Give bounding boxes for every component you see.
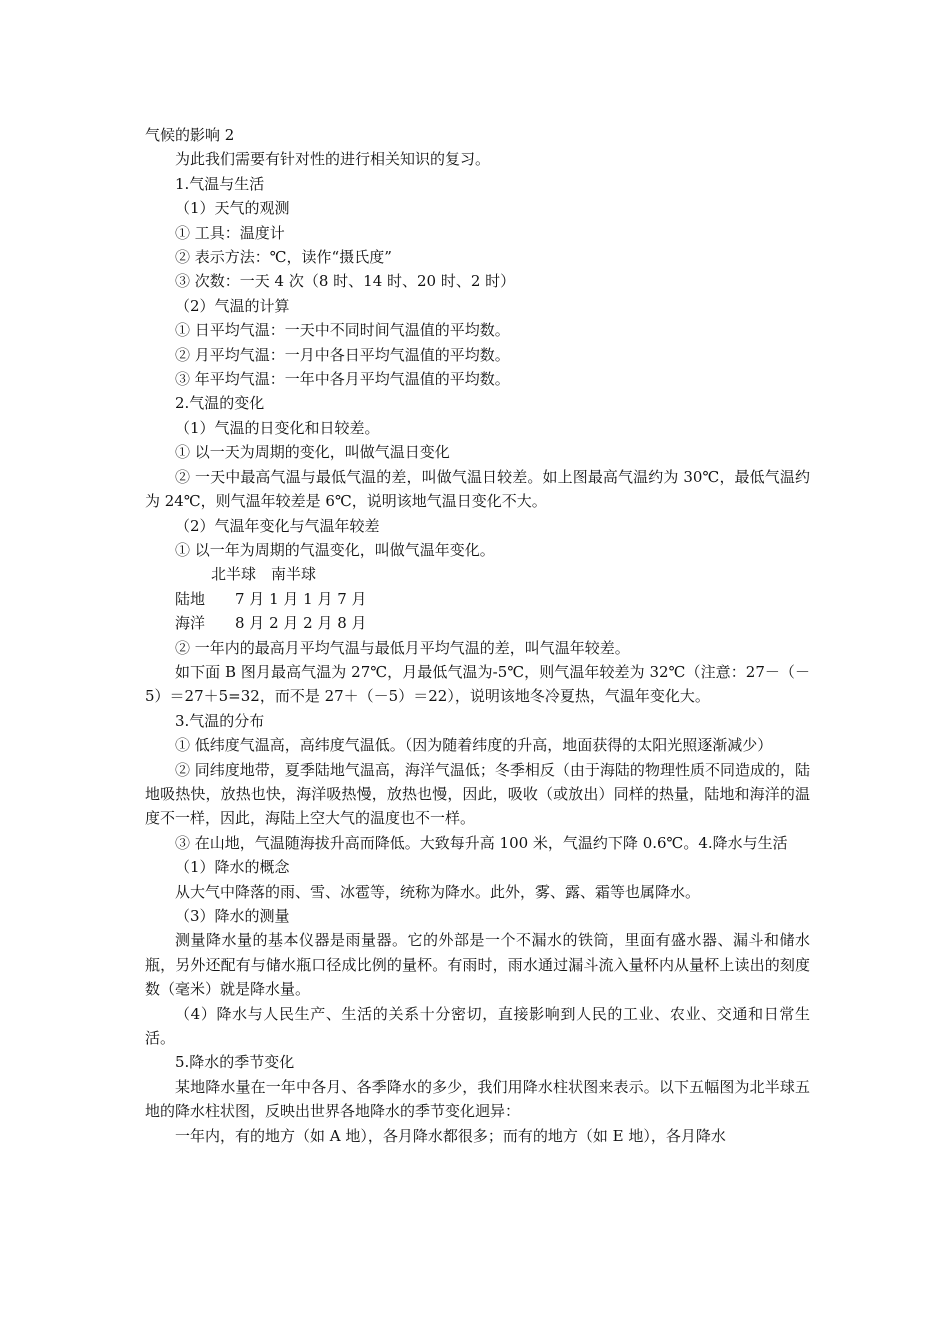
list-item: ① 低纬度气温高，高纬度气温低。（因为随着纬度的升高，地面获得的太阳光照逐渐减少） — [175, 736, 773, 755]
paragraph: 测量降水量的基本仪器是雨量器。它的外部是一个不漏水的铁筒，里面有盛水器、漏斗和储水瓶，另外还配有与储水瓶口径成比例的量杯。有雨时，雨水通过漏斗流入量杯内从量杯上读出的刻度数（毫米）就是降水量。 — [145, 931, 810, 999]
subsection-heading: （1）降水的概念 — [175, 858, 290, 877]
table-header-row: 北半球 南半球 — [211, 565, 317, 584]
list-item: ② 月平均气温：一月中各日平均气温值的平均数。 — [175, 345, 510, 364]
paragraph: 为此我们需要有针对性的进行相关知识的复习。 — [175, 150, 491, 169]
list-item: ① 以一年为周期的气温变化，叫做气温年变化。 — [175, 540, 495, 559]
list-item: ③ 年平均气温：一年中各月平均气温值的平均数。 — [175, 370, 510, 389]
list-item: ③ 次数：一天 4 次（8 时、14 时、20 时、2 时） — [175, 272, 516, 291]
list-item: ② 一天中最高气温与最低气温的差，叫做气温日较差。如上图最高气温约为 30℃，最低气温约为 24℃，则气温年较差是 6℃，说明该地气温日变化不大。 — [145, 467, 810, 511]
paragraph: 某地降水量在一年中各月、各季降水的多少，我们用降水柱状图来表示。以下五幅图为北半球五地的降水柱状图，反映出世界各地降水的季节变化迥异： — [145, 1077, 810, 1121]
paragraph: 一年内，有的地方（如 A 地），各月降水都很多；而有的地方（如 E 地），各月降水 — [175, 1126, 726, 1145]
section-heading: 3.气温的分布 — [175, 711, 265, 730]
section-heading: 5.降水的季节变化 — [175, 1053, 295, 1072]
document-title: 气候的影响 2 — [145, 126, 235, 144]
list-item: ① 以一天为周期的变化，叫做气温日变化 — [175, 443, 450, 462]
paragraph: （4）降水与人民生产、生活的关系十分密切，直接影响到人民的工业、农业、交通和日常生活。 — [145, 1004, 810, 1048]
subsection-heading: （2）气温的计算 — [175, 296, 290, 315]
subsection-heading: （1）天气的观测 — [175, 199, 290, 218]
list-item: ② 表示方法：℃，读作“摄氏度” — [175, 248, 392, 267]
list-item: ② 一年内的最高月平均气温与最低月平均气温的差，叫气温年较差。 — [175, 638, 630, 657]
subsection-heading: （3）降水的测量 — [175, 907, 290, 925]
list-item: ③ 在山地，气温随海拔升高而降低。大致每升高 100 米，气温约下降 0.6℃。4.降水与生活 — [175, 833, 788, 852]
table-row: 海洋 8 月 2 月 2 月 8 月 — [175, 614, 367, 633]
list-item: ② 同纬度地带，夏季陆地气温高，海洋气温低；冬季相反（由于海陆的物理性质不同造成的，陆地吸热快，放热也快，海洋吸热慢，放热也慢，因此，吸收（或放出）同样的热量，陆地和海洋的温度不一样，因此，海陆上空大气的温度也不一样。 — [145, 760, 810, 828]
document-page — [145, 123, 810, 1148]
subsection-heading: （1）气温的日变化和日较差。 — [175, 418, 380, 437]
list-item: ① 日平均气温：一天中不同时间气温值的平均数。 — [175, 321, 510, 340]
section-heading: 1.气温与生活 — [175, 174, 265, 193]
paragraph: 从大气中降落的雨、雪、冰雹等，统称为降水。此外，雾、露、霜等也属降水。 — [175, 882, 701, 901]
table-row: 陆地 7 月 1 月 1 月 7 月 — [175, 589, 367, 608]
paragraph: 如下面 B 图月最高气温为 27℃，月最低气温为-5℃，则气温年较差为 32℃（注意：27－（－5）＝27＋5=32，而不是 27＋（－5）＝22），说明该地冬冷夏热，气温年变化大。 — [145, 662, 810, 706]
list-item: ① 工具：温度计 — [175, 223, 285, 242]
section-heading: 2.气温的变化 — [175, 394, 265, 413]
subsection-heading: （2）气温年变化与气温年较差 — [175, 516, 380, 535]
